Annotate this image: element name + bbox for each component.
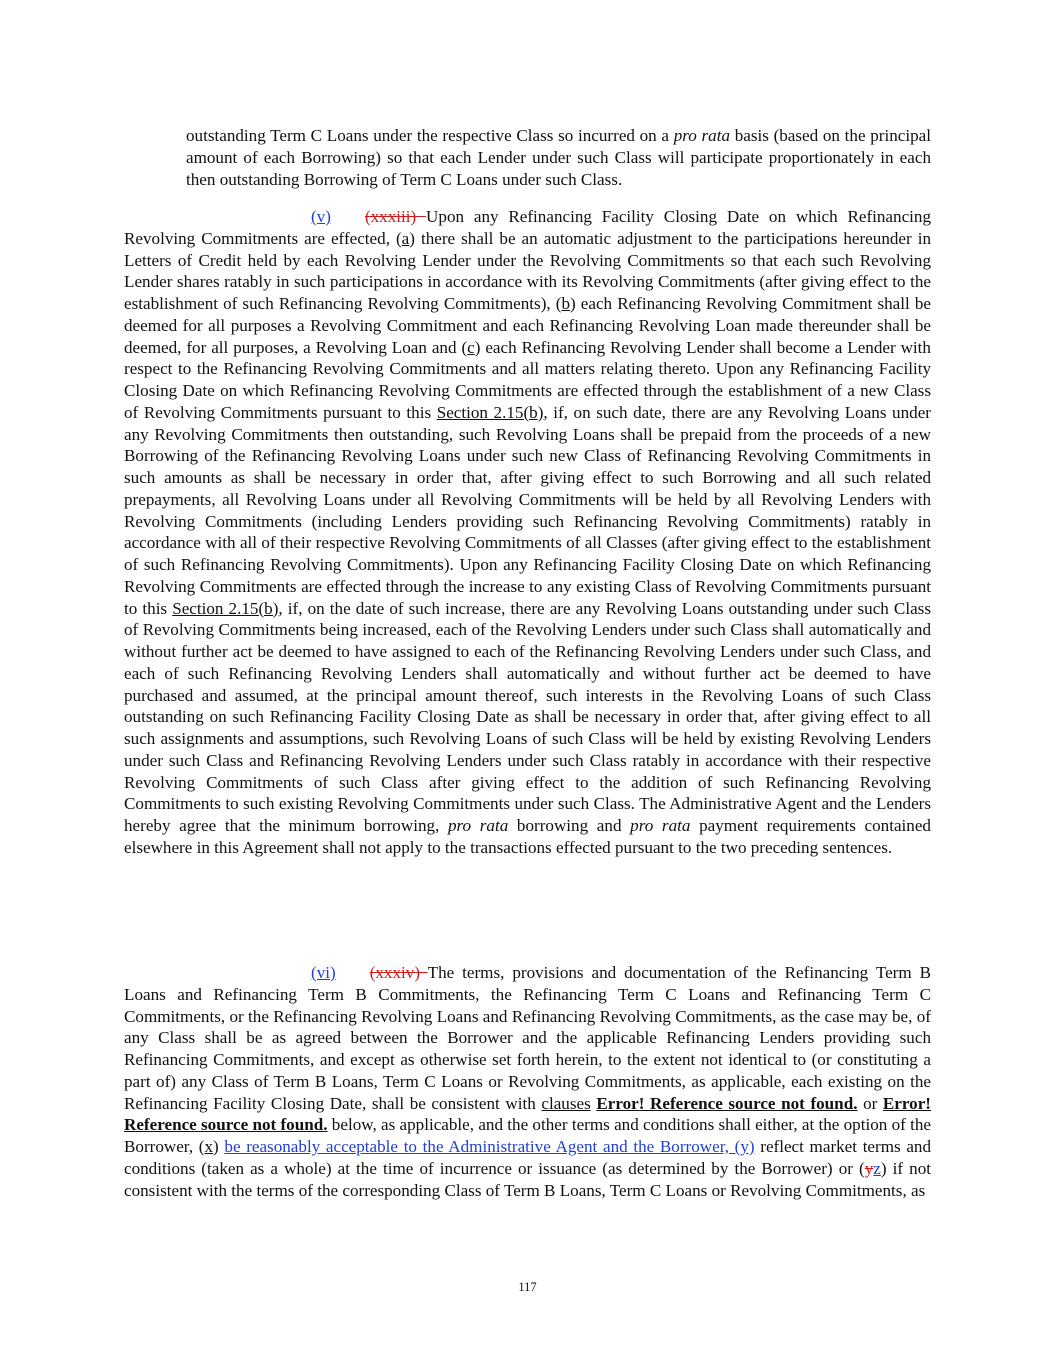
text-run: ) each Refinancing Revolving Lender shall become a Lender with respect to the Refinancing Revolving Commitments and all matters relating thereto. Upon any Refinancing Facility Closing Date on which Refinancing Revolving Commitments are effected through the establishment of a new Class of Revolving Commitments pursuant to this (124, 337, 931, 422)
paragraph-vi (124, 962, 931, 1201)
text-run: payment requirements contained elsewhere in this Agreement shall not apply to the transactions effected pursuant to the two preceding sentences. (124, 816, 931, 857)
text-run: or (857, 1093, 883, 1113)
text-run: ) if not consistent with the terms of the corresponding Class of Term B Loans, Term C Loans or Revolving Commitments, as (124, 1158, 931, 1200)
paragraph-v (124, 206, 931, 859)
inserted-text: be reasonably acceptable to the Administrative Agent and the Borrower, (y) (224, 1137, 755, 1156)
reference-error: Error! Reference source not found. (596, 1093, 858, 1113)
text-run: ) each Refinancing Revolving Commitment shall be deemed for all purposes a Revolving Commitment and each Refinancing Revolving Loan made thereunder shall be deemed, for all purposes, a Revolving Loan and ( (124, 294, 931, 357)
text-run: , if, on such date, there are any Revolving Loans under any Revolving Commitments then outstanding, such Revolving Loans shall be prepaid from the proceeds of a new Borrowing of the Refinancing Revolving Loans under such new Class of Refinancing Revolving Commitments in such amounts as shall be necessary in order that, after giving effect to such Borrowing and all such related prepayments, all Revolving Loans under all Revolving Commitments will be held by all Revolving Lenders with Revolving Commitments (including Lenders providing such Refinancing Revolving Commitments) ratably in accordance with all of their respective Revolving Commitments of all Classes (after giving effect to the establishment of such Refinancing Revolving Commitments). Upon any Refinancing Facility Closing Date on which Refinancing Revolving Commitments are effected through the increase to any existing Class of Revolving Commitments pursuant to this (124, 402, 931, 618)
reference-error: Error! Reference source not found. (124, 1093, 931, 1135)
text-run: ) (213, 1137, 225, 1156)
italic-pro-rata: pro rata (447, 816, 509, 835)
italic-pro-rata: pro rata (630, 816, 691, 835)
clause-letter-c: c (467, 337, 475, 357)
clause-letter-a: a (401, 228, 410, 248)
deleted-letter-y: y (864, 1158, 874, 1178)
page-number: 117 (518, 1280, 537, 1294)
deleted-clause-number: (xxxiii) (364, 207, 427, 226)
text-run: below, as applicable, and the other terms and conditions shall either, at the option of the Borrower, ( (124, 1115, 931, 1156)
clause-letter-b: b (561, 294, 570, 313)
section-reference: Section 2.15(b) (436, 402, 544, 422)
text-run: ) there shall be an automatic adjustment to the participations hereunder in Letters of Credit held by each Revolving Lender under the Revolving Commitments so that each such Revolving Lender shares ratably in such participations in accordance with its Revolving Commitments (after giving effect to the establishment of such Refinancing Revolving Commitments), ( (124, 228, 931, 313)
text-run: outstanding Term C Loans under the respective Class so incurred on a (186, 126, 674, 145)
section-reference: Section 2.15(b) (172, 598, 279, 618)
text-run: , if, on the date of such increase, there are any Revolving Loans outstanding under such Class of Revolving Commitments being increased, each of the Revolving Lenders under such Class shall automatically and without further act be deemed to have assigned to each of the Refinancing Revolving Lenders under such Class, and each of such Refinancing Revolving Lenders shall automatically and without further act be deemed to have purchased and assumed, at the principal amount thereof, such interests in the Revolving Loans of such Class outstanding on such Refinancing Facility Closing Date as shall be necessary in order that, after giving effect to all such assignments and assumptions, such Revolving Loans of such Class will be held by existing Revolving Lenders under such Class and Refinancing Revolving Lenders under such Class ratably in accordance with their respective Revolving Commitments of such Class after giving effect to the addition of such Refinancing Revolving Commitments to such existing Revolving Commitments under such Class. The Administrative Agent and the Lenders hereby agree that the minimum borrowing, (124, 598, 931, 835)
inserted-clause-number: (v) (311, 207, 331, 226)
deleted-clause-number: (xxxiv) (369, 963, 428, 982)
text-run: Upon any Refinancing Facility Closing Date on which Refinancing Revolving Commitments are effected, ( (124, 207, 931, 248)
text-run: reflect market terms and conditions (taken as a whole) at the time of incurrence or issuance (as determined by the Borrower) or ( (124, 1137, 932, 1178)
italic-pro-rata: pro rata (673, 126, 730, 145)
clause-letter-x: x (204, 1137, 214, 1156)
paragraph-continuation (186, 125, 931, 190)
inserted-clause-number: (vi) (311, 963, 336, 982)
text-run: basis (based on the principal amount of each Borrowing) so that each Lender under such Class will participate proportionately in each then outstanding Borrowing of Term C Loans under such Class. (186, 126, 931, 189)
clauses-word: clauses (541, 1093, 591, 1113)
text-run: borrowing and (508, 816, 631, 835)
inserted-letter-z: z (873, 1158, 881, 1178)
text-run: The terms, provisions and documentation of the Refinancing Term B Loans and Refinancing Term B Commitments, the Refinancing Term C Loans and Refinancing Term C Commitments, or the Refinancing Revolving Loans and Refinancing Revolving Commitments, as the case may be, of any Class shall be as agreed between the Borrower and the applicable Refinancing Lenders providing such Refinancing Commitments, and except as otherwise set forth herein, to the extent not identical to (or constituting a part of) any Class of Term B Loans, Term C Loans or Revolving Commitments, as applicable, each existing on the Refinancing Facility Closing Date, shall be consistent with (124, 963, 931, 1113)
